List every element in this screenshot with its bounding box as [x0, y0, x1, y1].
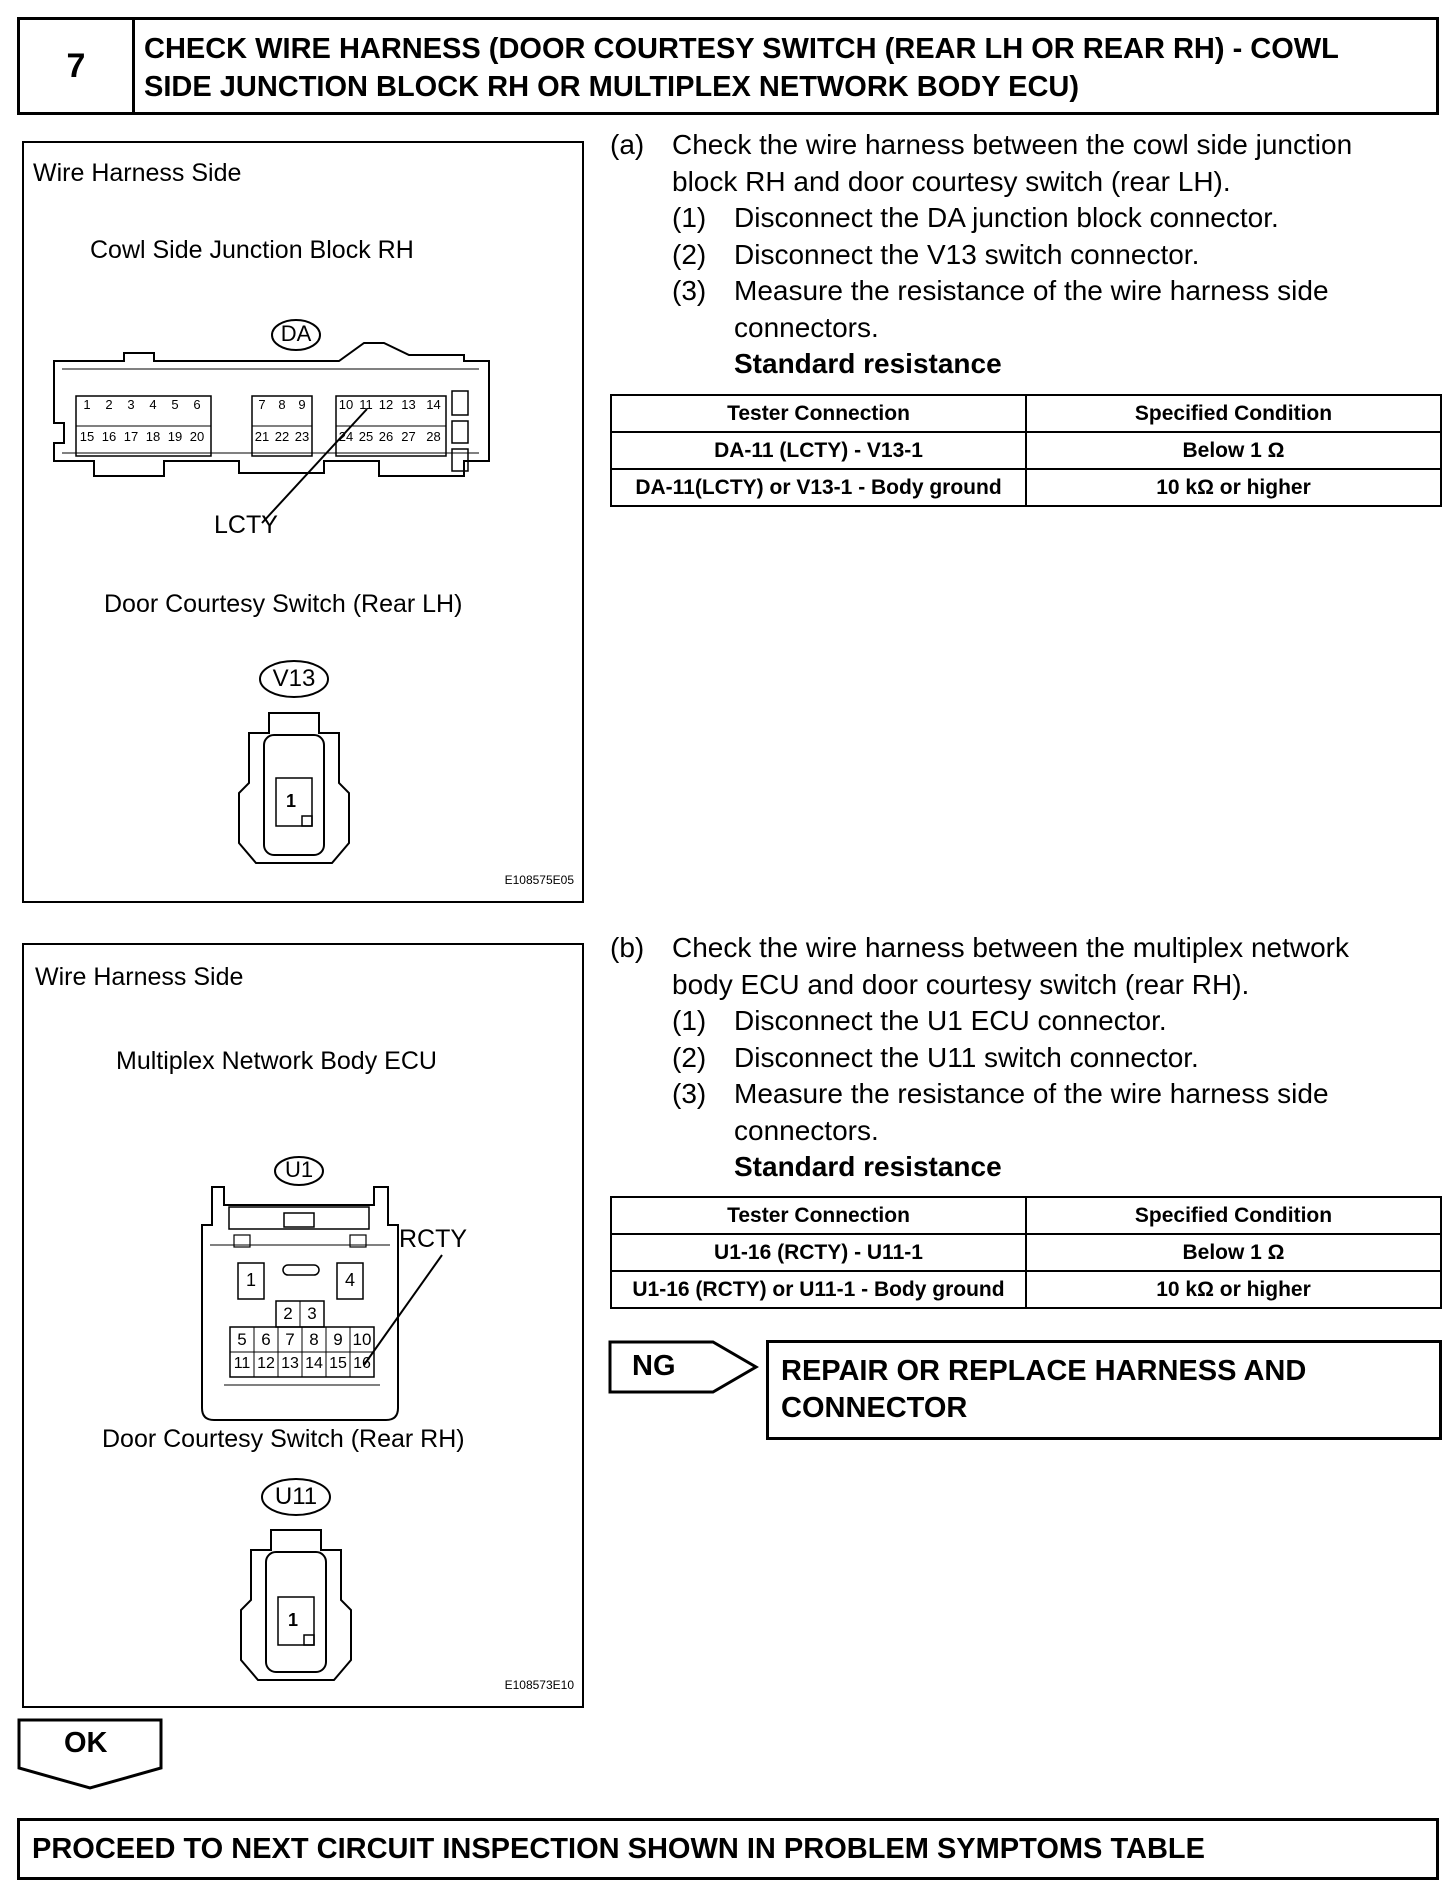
step-a-sub-label: (3) — [672, 275, 707, 306]
ng-label: NG — [632, 1350, 676, 1382]
step-a-sub-text: Disconnect the DA junction block connector. — [734, 202, 1279, 233]
u1-pin: 5 — [237, 1330, 247, 1349]
da-pin: 17 — [123, 429, 139, 444]
step-b-sub-label: (3) — [672, 1078, 707, 1109]
step-b-sub-label: (1) — [672, 1005, 707, 1036]
ng-result-line1: REPAIR OR REPLACE HARNESS AND — [781, 1355, 1307, 1387]
step-a-sub-label: (2) — [672, 238, 707, 270]
v13-connector-code: V13 — [272, 665, 316, 692]
table-header: Specified Condition — [1026, 1197, 1441, 1234]
figure-b-panel — [22, 943, 584, 1708]
step-title-line2: SIDE JUNCTION BLOCK RH OR MULTIPLEX NETWORK BODY ECU) — [144, 71, 1079, 103]
u1-pin: 11 — [233, 1355, 251, 1372]
wire-harness-side-label: Wire Harness Side — [33, 159, 242, 187]
u1-pin: 3 — [307, 1304, 317, 1323]
da-pin: 23 — [294, 429, 310, 444]
u1-pin: 14 — [305, 1355, 323, 1372]
step-a-sub-text: Measure the resistance of the wire harness side — [734, 275, 1329, 306]
step-number: 7 — [20, 20, 135, 112]
u1-pin: 15 — [329, 1355, 347, 1372]
da-pin: 13 — [401, 397, 416, 412]
da-pin: 14 — [426, 397, 441, 412]
step-title — [144, 30, 1422, 106]
u11-pin: 1 — [288, 1610, 299, 1630]
u1-pin: 16 — [353, 1355, 371, 1372]
table-row — [611, 1234, 1441, 1271]
u1-pin: 7 — [285, 1330, 295, 1349]
ok-label: OK — [64, 1727, 108, 1759]
da-pin: 25 — [358, 429, 374, 444]
figure-a-panel — [22, 141, 584, 903]
step-b-sub-text: Measure the resistance of the wire harness side — [734, 1078, 1329, 1109]
table-header-row — [611, 1197, 1441, 1234]
table-header: Tester Connection — [611, 395, 1026, 432]
multiplex-ecu-title: Multiplex Network Body ECU — [116, 1047, 437, 1075]
step-a-spec-table — [610, 394, 1442, 507]
table-cell: U1-16 (RCTY) or U11-1 - Body ground — [611, 1271, 1026, 1308]
step-a-sub-label: (1) — [672, 202, 707, 233]
u1-pin: 9 — [333, 1330, 343, 1349]
table-header-row — [611, 395, 1441, 432]
u11-connector-code: U11 — [274, 1483, 318, 1510]
step-a-label: (a) — [610, 129, 645, 160]
step-header — [17, 17, 1439, 115]
step-b-spec-table — [610, 1196, 1442, 1309]
u1-pin: 6 — [261, 1330, 271, 1349]
da-pin: 24 — [338, 429, 354, 444]
table-row — [611, 432, 1441, 469]
u1-pin: 1 — [245, 1270, 256, 1290]
table-cell: Below 1 Ω — [1026, 432, 1441, 469]
da-connector-code: DA — [280, 321, 312, 346]
step-title-line1: CHECK WIRE HARNESS (DOOR COURTESY SWITCH (REAR LH OR REAR RH) - COWL — [144, 33, 1339, 65]
u1-pin: 8 — [309, 1330, 319, 1349]
table-row — [611, 1271, 1441, 1308]
table-row — [611, 469, 1441, 506]
da-pin: 11 — [359, 397, 373, 412]
u1-pin: 10 — [352, 1330, 372, 1349]
da-pin: 4 — [149, 397, 157, 412]
figure-a-id: E108575E05 — [504, 873, 574, 887]
door-switch-rear-lh-title: Door Courtesy Switch (Rear LH) — [104, 590, 463, 618]
da-pin: 26 — [378, 429, 394, 444]
figure-b-id: E108573E10 — [504, 1678, 574, 1692]
ng-result-box — [766, 1340, 1442, 1440]
step-b-standard: Standard resistance — [734, 1151, 1002, 1182]
table-cell: DA-11 (LCTY) - V13-1 — [611, 432, 1026, 469]
v13-connector-diagram — [24, 143, 586, 903]
ng-arrow-icon — [608, 1340, 760, 1394]
final-instruction-box — [17, 1818, 1439, 1880]
step-b-sub3-line2: connectors. — [734, 1114, 879, 1146]
da-pin: 6 — [193, 397, 201, 412]
da-pin: 27 — [401, 429, 416, 444]
v13-pin: 1 — [286, 791, 297, 811]
table-cell: 10 kΩ or higher — [1026, 469, 1441, 506]
u1-connector-code: U1 — [284, 1157, 314, 1182]
da-pin: 9 — [298, 397, 306, 412]
step-b-sub-text: Disconnect the U1 ECU connector. — [734, 1005, 1167, 1036]
final-instruction-text: PROCEED TO NEXT CIRCUIT INSPECTION SHOWN IN PROBLEM SYMPTOMS TABLE — [32, 1832, 1205, 1865]
step-a-sub3-line2: connectors. — [734, 311, 879, 343]
da-pin: 5 — [171, 397, 179, 412]
step-b-text-line2: body ECU and door courtesy switch (rear RH). — [672, 968, 1250, 1000]
step-b-label: (b) — [610, 932, 645, 963]
da-pin: 10 — [338, 397, 354, 412]
wire-harness-side-label: Wire Harness Side — [35, 963, 244, 991]
table-cell: Below 1 Ω — [1026, 1234, 1441, 1271]
step-b-instructions — [610, 930, 1440, 1190]
step-a-instructions — [610, 127, 1440, 387]
u1-pin: 2 — [283, 1304, 293, 1323]
da-pin: 18 — [145, 429, 161, 444]
table-header: Specified Condition — [1026, 395, 1441, 432]
step-b-text-line1: Check the wire harness between the multiplex network — [672, 932, 1350, 963]
da-pin: 19 — [167, 429, 183, 444]
table-cell: 10 kΩ or higher — [1026, 1271, 1441, 1308]
da-pin: 2 — [105, 397, 113, 412]
u1-pin: 13 — [281, 1355, 299, 1372]
step-a-text-line1: Check the wire harness between the cowl side junction — [672, 129, 1353, 160]
table-cell: U1-16 (RCTY) - U11-1 — [611, 1234, 1026, 1271]
u11-connector-diagram — [24, 945, 586, 1710]
da-pin: 20 — [189, 429, 205, 444]
da-pin: 16 — [101, 429, 117, 444]
u1-pin: 12 — [257, 1355, 275, 1372]
cowl-junction-block-title: Cowl Side Junction Block RH — [90, 236, 414, 264]
da-pin: 22 — [274, 429, 290, 444]
door-switch-rear-rh-title: Door Courtesy Switch (Rear RH) — [102, 1425, 465, 1453]
da-pin: 28 — [426, 429, 441, 444]
u1-pin: 4 — [344, 1270, 355, 1290]
step-a-text-line2: block RH and door courtesy switch (rear LH). — [672, 165, 1231, 197]
da-pin: 1 — [83, 397, 91, 412]
step-b-sub-text: Disconnect the U11 switch connector. — [734, 1041, 1199, 1073]
da-pin: 12 — [378, 397, 394, 412]
lcty-label: LCTY — [214, 511, 278, 539]
da-pin: 21 — [254, 429, 270, 444]
table-header: Tester Connection — [611, 1197, 1026, 1234]
da-pin: 7 — [258, 397, 266, 412]
step-a-standard: Standard resistance — [734, 348, 1002, 379]
rcty-label: RCTY — [399, 1225, 468, 1253]
ng-result-line2: CONNECTOR — [781, 1392, 968, 1424]
table-cell: DA-11(LCTY) or V13-1 - Body ground — [611, 469, 1026, 506]
step-a-sub-text: Disconnect the V13 switch connector. — [734, 238, 1200, 270]
da-pin: 15 — [79, 429, 95, 444]
da-pin: 8 — [278, 397, 286, 412]
step-b-sub-label: (2) — [672, 1041, 707, 1073]
da-pin: 3 — [127, 397, 135, 412]
